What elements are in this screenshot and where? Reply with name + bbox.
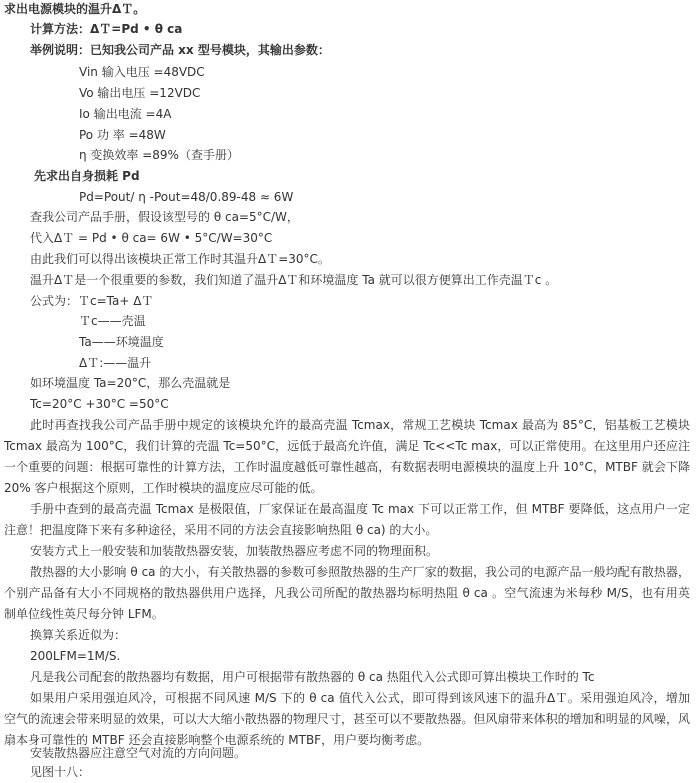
text-line-forced-3: 扇本身可靠性的 MTBF 还会直接影响整个电源系统的 MTBF，用户要均衡考虑。 — [4, 733, 430, 747]
text-line-para1-2: Tcmax 最高为 100°C，我们计算的壳温 Tc=50°C，远低于最高允许值，满足 Tc<<Tc max，可以正常使用。在这里用户还应注 — [4, 439, 690, 453]
text-line-install: 安装方式上一般安装和加装散热器安装，加装散热器应考虑不同的物理面积。 — [30, 544, 439, 558]
text-line-ambient: 如环境温度 Ta=20°C，那么壳温就是 — [30, 376, 231, 390]
text-line-vin: Vin 输入电压 =48VDC — [79, 65, 205, 79]
text-line-po: Po 功 率 =48W — [79, 128, 166, 142]
text-line-para1-1: 此时再查找我公司产品手册中规定的该模块允许的最高壳温 Tcmax，常规工艺模块 Tcmax 最高为 85°C，铝基板工艺模块 — [30, 418, 690, 432]
text-line-forced-1: 如果用户采用强迫风冷，可根据不同风速 M/S 下的 θ ca 值代入公式，即可得到该风速下的温升ΔＴ。采用强迫风冷，增加 — [30, 691, 690, 705]
text-line-tc-result: Tc=20°C +30°C =50°C — [30, 397, 169, 411]
text-line-loss-formula: Pd=Pout/ η -Pout=48/0.89-48 ≈ 6W — [79, 190, 294, 204]
text-line-heatsink-3: 制单位线性英尺每分钟 LFM。 — [4, 607, 164, 621]
text-line-importance: 温升ΔＴ是一个很重要的参数，我们知道了温升ΔＴ和环境温度 Ta 就可以很方便算出工作壳温Ｔc 。 — [30, 273, 558, 287]
text-line-formula: 公式为：Ｔc=Ta+ ΔＴ — [30, 294, 154, 308]
text-line-manual: 查我公司产品手册，假设该型号的 θ ca=5°C/W， — [30, 210, 299, 224]
text-line-tc-def: Ｔc——壳温 — [79, 314, 146, 328]
text-line-conversion: 换算关系近似为： — [30, 628, 127, 642]
text-line-heatsink-1: 散热器的大小影响 θ ca 的大小，有关散热器的参数可参照散热器的生产厂家的数据，我公司的电源产品一般均配有散热器， — [30, 565, 690, 579]
text-line-loss-title: 先求出自身损耗 Pd — [34, 169, 140, 183]
text-line-supplied: 凡是我公司配套的散热器均有数据，用户可根据带有散热器的 θ ca 热阻代入公式即可算出模块工作时的 Tc — [30, 670, 595, 684]
text-line-ta-def: Ta——环境温度 — [79, 335, 164, 349]
text-line-method: 计算方法：ΔＴ=Pd • θ ca — [30, 22, 183, 36]
text-line-lfm: 200LFM=1M/S. — [30, 649, 121, 663]
text-line-vo: Vo 输出电压 =12VDC — [79, 86, 201, 100]
text-line-efficiency: η 变换效率 =89%（查手册） — [79, 148, 239, 162]
text-line-para2-1: 手册中查到的最高壳温 Tcmax 是极限值，厂家保证在最高温度 Tc max 下可以正常工作，但 MTBF 要降低，这点用户一定 — [30, 502, 690, 516]
text-line-dt-def: ΔＴ:——温升 — [79, 356, 152, 370]
text-line-result: 由此我们可以得出该模块正常工作时其温升ΔＴ=30°C。 — [30, 252, 330, 266]
text-line-intro: 求出电源模块的温升ΔＴ。 — [4, 2, 146, 16]
text-line-io: Io 输出电流 =4A — [79, 107, 172, 121]
text-line-para1-3: 一个重要的问题：根据可靠性的计算方法，工作时温度越低可靠性越高，有数据表明电源模块的温度上升 10°C，MTBF 就会下降 — [4, 460, 690, 474]
text-line-substitute: 代入ΔＴ = Pd • θ ca= 6W • 5°C/W=30°C — [30, 231, 273, 245]
text-line-para2-2: 注意！把温度降下来有多种途径，采用不同的方法会直接影响热阻 θ ca) 的大小。 — [4, 523, 438, 537]
text-line-forced-2: 空气的流速会带来明显的效果，可以大大缩小散热器的物理尺寸，甚至可以不要散热器。但风扇带来体积的增加和明显的风噪，风 — [4, 712, 690, 726]
text-line-heatsink-2: 个别产品备有大小不同规格的散热器供用户选择，凡我公司所配的散热器均标明热阻 θ ca 。空气流速为米每秒 M/S，也有用英 — [4, 586, 690, 600]
text-line-airflow: 安装散热器应注意空气对流的方向问题。 — [30, 746, 247, 760]
text-line-example: 举例说明：已知我公司产品 xx 型号模块，其输出参数： — [30, 43, 330, 57]
text-line-figure-ref: 见图十八： — [30, 765, 91, 779]
text-line-para1-4: 20% 客户根据这个原则，工作时模块的温度应尽可能的低。 — [4, 481, 323, 495]
